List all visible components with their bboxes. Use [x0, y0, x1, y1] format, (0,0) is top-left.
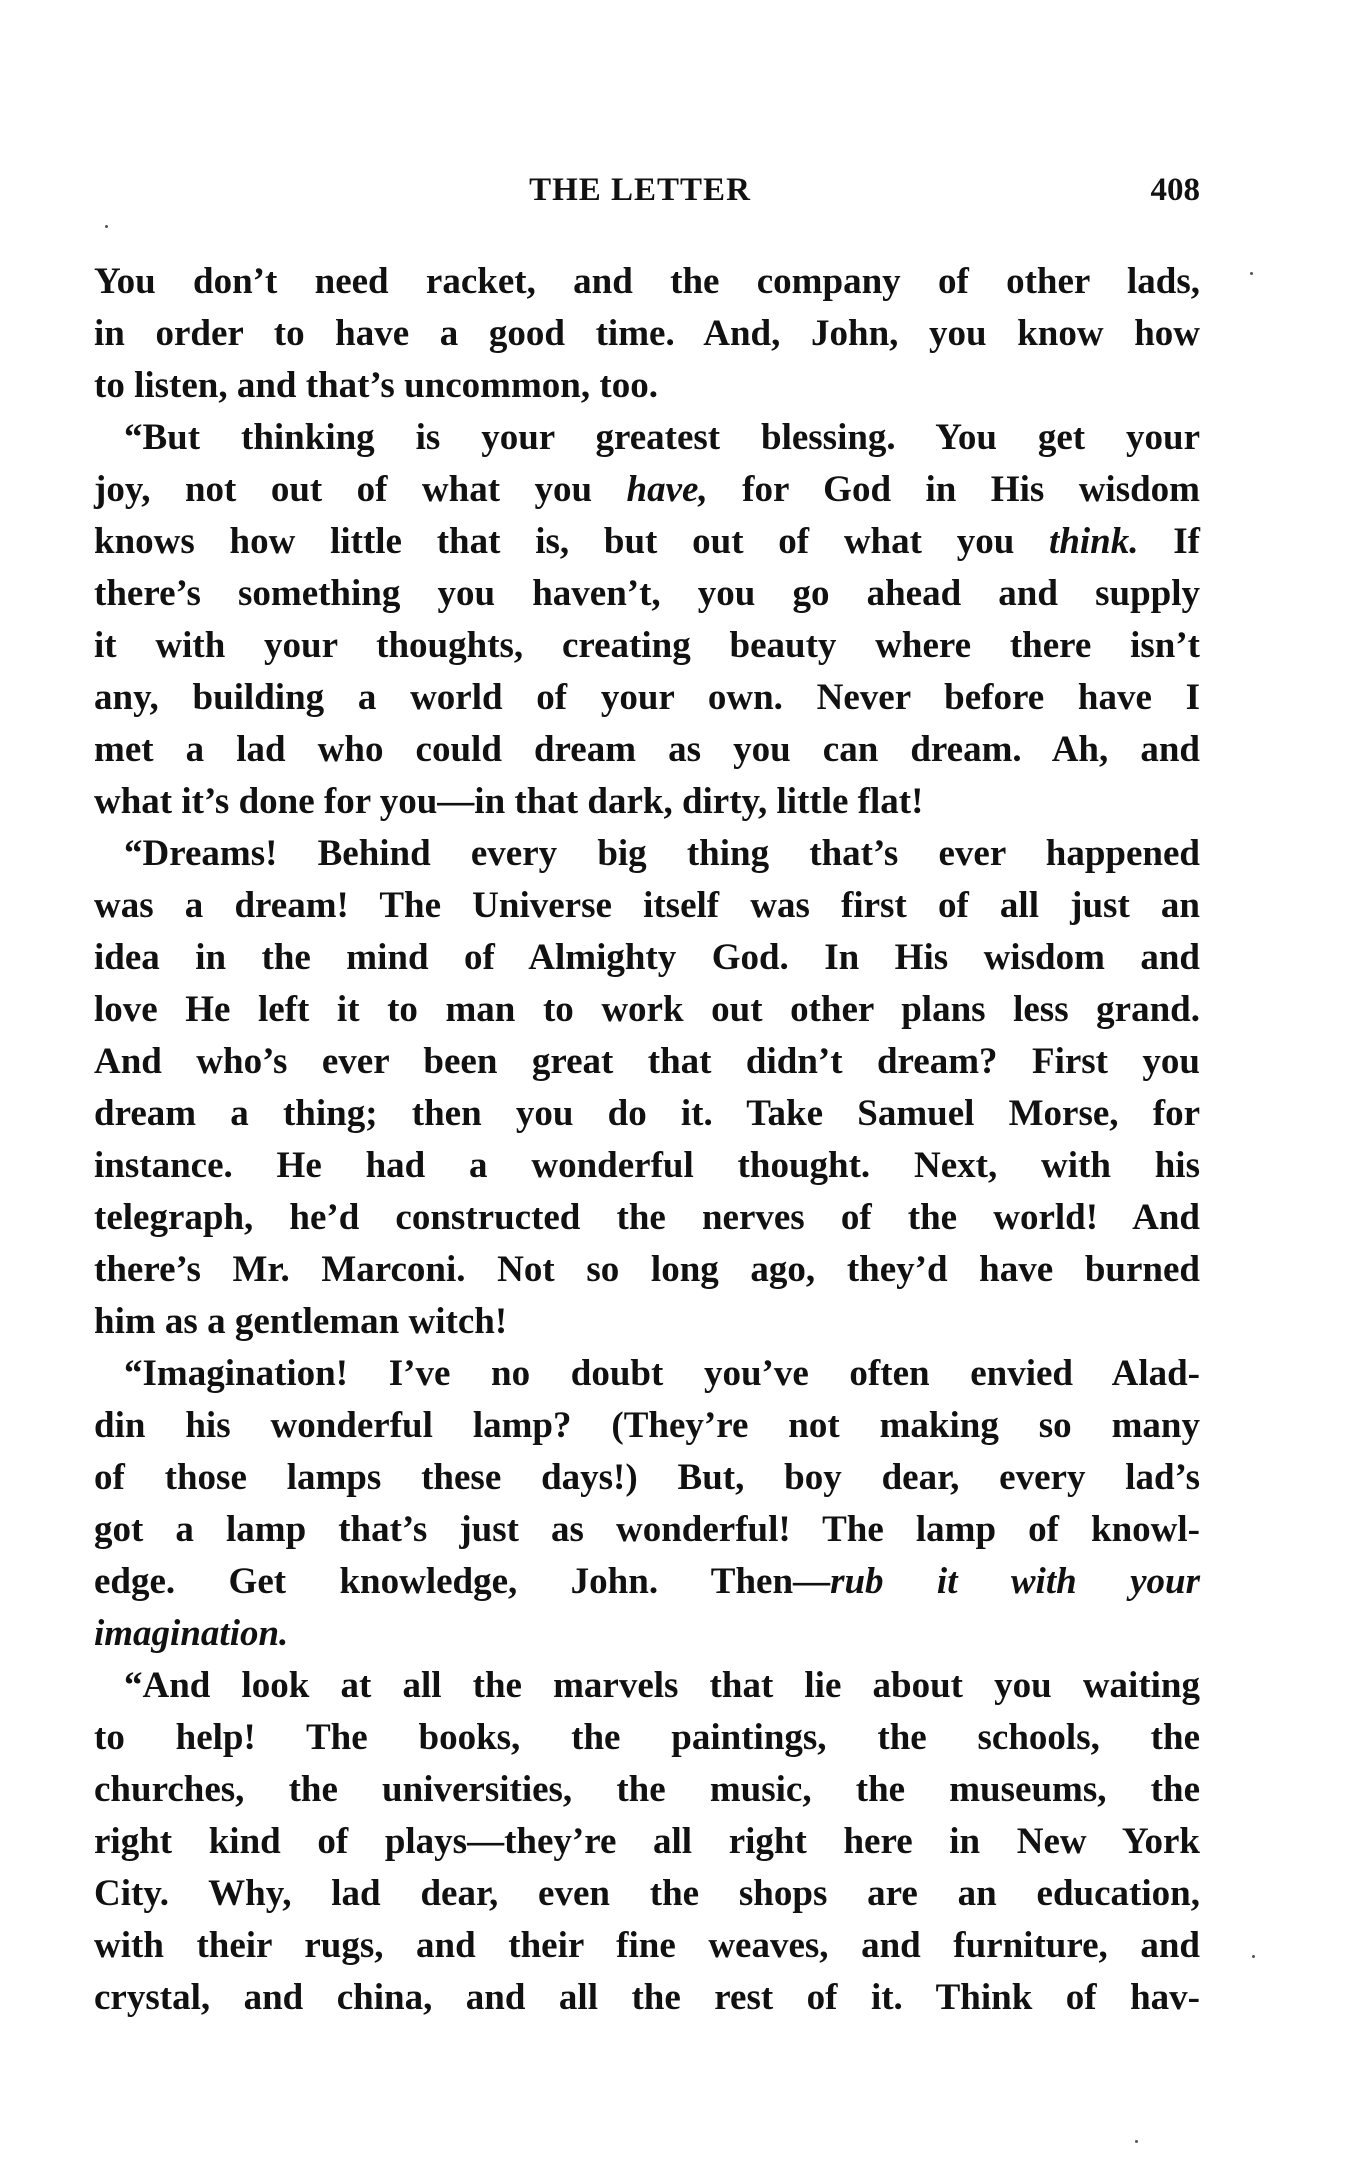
text-line: [94, 776, 1200, 828]
text-segment: for God in His wisdom: [707, 469, 1200, 510]
text-line: [94, 308, 1200, 360]
text-line: [94, 1556, 1200, 1608]
text-segment: with their rugs, and their fine weaves, and furniture, and: [94, 1925, 1200, 1966]
text-segment: City. Why, lad dear, even the shops are an education,: [94, 1873, 1200, 1914]
text-line: [94, 1244, 1200, 1296]
text-segment: to listen, and that’s uncommon, too.: [94, 365, 658, 406]
text-segment: right kind of plays—they’re all right here in New York: [94, 1821, 1200, 1862]
text-segment: to help! The books, the paintings, the schools, the: [94, 1717, 1200, 1758]
text-line: [94, 1192, 1200, 1244]
body-text: [94, 256, 1200, 2024]
chapter-title: THE LETTER: [529, 172, 751, 208]
text-segment: got a lamp that’s just as wonderful! The lamp of knowl-: [94, 1509, 1200, 1550]
text-line: [94, 1764, 1200, 1816]
scan-speck: [105, 225, 108, 228]
text-segment: what it’s done for you—in that dark, dirty, little flat!: [94, 781, 924, 822]
text-line: [94, 1868, 1200, 1920]
text-segment: crystal, and china, and all the rest of it. Think of hav-: [94, 1977, 1200, 2018]
text-segment: telegraph, he’d constructed the nerves of the world! And: [94, 1197, 1200, 1238]
text-line: [94, 620, 1200, 672]
text-line: [94, 568, 1200, 620]
text-segment: “And look at all the marvels that lie about you waiting: [124, 1665, 1200, 1706]
text-segment: knows how little that is, but out of what you: [94, 521, 1050, 562]
text-segment: If: [1138, 521, 1200, 562]
text-line: [94, 1348, 1200, 1400]
text-line: [94, 1920, 1200, 1972]
italic-text: have,: [626, 469, 708, 510]
text-segment: din his wonderful lamp? (They’re not making so many: [94, 1405, 1200, 1446]
text-segment: him as a gentleman witch!: [94, 1301, 508, 1342]
italic-text: imagination.: [94, 1613, 289, 1654]
text-line: [94, 1140, 1200, 1192]
scan-speck: [1250, 272, 1253, 275]
text-line: [94, 1712, 1200, 1764]
text-line: [94, 256, 1200, 308]
text-segment: love He left it to man to work out other plans less grand.: [94, 989, 1200, 1030]
scan-speck: [1252, 1955, 1255, 1958]
italic-text: think.: [1049, 521, 1139, 562]
text-line: [94, 880, 1200, 932]
text-segment: joy, not out of what you: [94, 469, 627, 510]
text-segment: there’s something you haven’t, you go ahead and supply: [94, 573, 1200, 614]
text-segment: dream a thing; then you do it. Take Samuel Morse, for: [94, 1093, 1200, 1134]
italic-text: rub it with your: [830, 1561, 1200, 1602]
text-line: [94, 1452, 1200, 1504]
text-segment: idea in the mind of Almighty God. In His wisdom and: [94, 937, 1200, 978]
text-segment: edge. Get knowledge, John. Then—: [94, 1561, 831, 1602]
scan-speck: [1135, 2140, 1138, 2143]
text-line: [94, 464, 1200, 516]
text-line: [94, 1296, 1200, 1348]
text-line: [94, 1972, 1200, 2024]
text-segment: “But thinking is your greatest blessing. You get your: [124, 417, 1200, 458]
text-line: [94, 932, 1200, 984]
text-line: [94, 412, 1200, 464]
text-segment: was a dream! The Universe itself was first of all just an: [94, 885, 1200, 926]
text-segment: met a lad who could dream as you can dream. Ah, and: [94, 729, 1200, 770]
text-segment: of those lamps these days!) But, boy dear, every lad’s: [94, 1457, 1200, 1498]
text-line: [94, 1816, 1200, 1868]
text-segment: instance. He had a wonderful thought. Next, with his: [94, 1145, 1200, 1186]
text-line: [94, 1608, 1200, 1660]
text-line: [94, 724, 1200, 776]
text-line: [94, 1504, 1200, 1556]
text-line: [94, 516, 1200, 568]
text-segment: there’s Mr. Marconi. Not so long ago, they’d have burned: [94, 1249, 1200, 1290]
text-line: [94, 1660, 1200, 1712]
text-line: [94, 672, 1200, 724]
text-segment: “Imagination! I’ve no doubt you’ve often envied Alad-: [124, 1353, 1200, 1394]
text-line: [94, 984, 1200, 1036]
text-segment: it with your thoughts, creating beauty where there isn’t: [94, 625, 1200, 666]
text-segment: any, building a world of your own. Never before have I: [94, 677, 1200, 718]
running-head: [0, 172, 1358, 216]
text-line: [94, 828, 1200, 880]
text-segment: in order to have a good time. And, John, you know how: [94, 313, 1200, 354]
text-segment: “Dreams! Behind every big thing that’s ever happened: [124, 833, 1200, 874]
text-segment: And who’s ever been great that didn’t dream? First you: [94, 1041, 1200, 1082]
text-segment: You don’t need racket, and the company of other lads,: [94, 261, 1200, 302]
text-line: [94, 1400, 1200, 1452]
page-number: 408: [1150, 172, 1200, 208]
text-line: [94, 360, 1200, 412]
text-segment: churches, the universities, the music, the museums, the: [94, 1769, 1200, 1810]
text-line: [94, 1088, 1200, 1140]
text-line: [94, 1036, 1200, 1088]
